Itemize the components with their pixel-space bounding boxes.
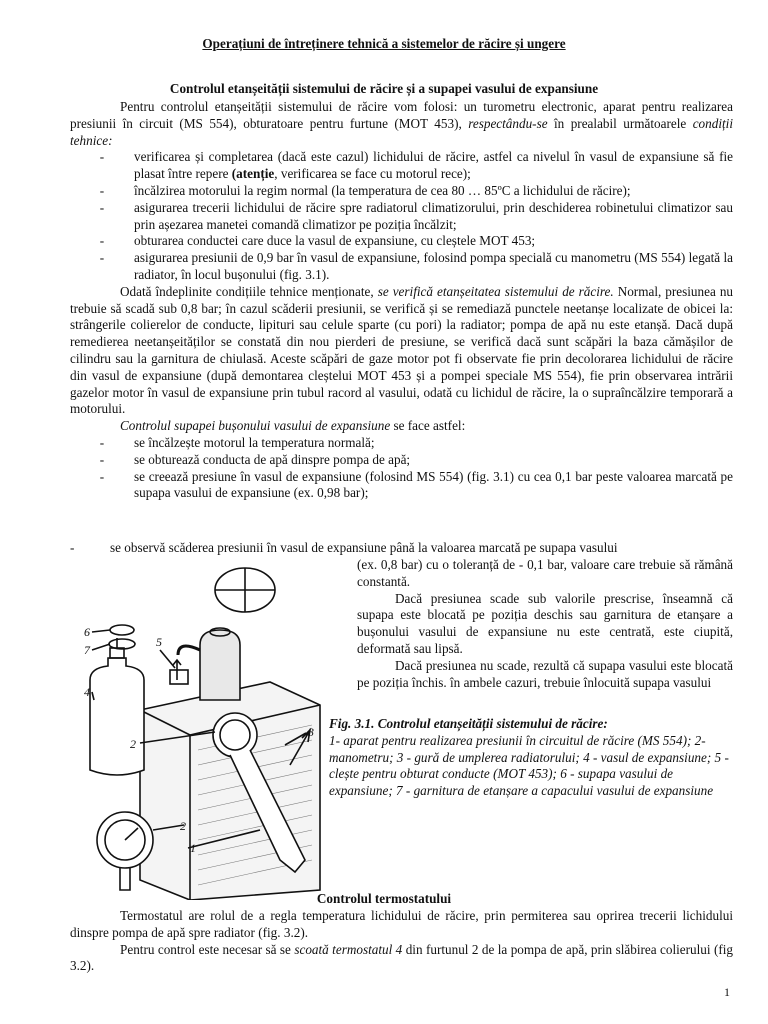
- page-number: 1: [724, 985, 730, 999]
- condition-item: - verificarea și completarea (dacă este cazul) lichidului de răcire, astfel ca nivelul în vasul de expansiune să fie plasat între repere (atenție, verificarea se face cu motorul rece);: [99, 149, 733, 182]
- side-text: (ex. 0,8 bar) cu o toleranță de - 0,1 bar, valoare care trebuie să rămână constantă. Dacă presiunea scade sub valorile prescrise, înseamnă că supapa este blocată pe poziția deschis sau garnitura de etanșare a bușonului vasului de expansiune nu este centrată, este ciupită, deformată sau lipsă. Dacă presiunea nu scade, rezultă că supapa vasului este blocată pe poziția închis. în ambele cazuri, trebuie înlocuită supapa vasului: [357, 557, 733, 690]
- step-item: - se încălzește motorul la temperatura normală;: [99, 434, 375, 450]
- step-item: - se creează presiune în vasul de expansiune (folosind MS 554) (fig. 3.1) cu cea 0,1 bar peste valoarea marcată pe supapa vasului de expansiune (ex. 0,98 bar);: [99, 468, 733, 501]
- fig-label-2b: 2: [180, 819, 186, 833]
- verification-paragraph: Odată îndeplinite condițiile tehnice menționate, se verifică etanșeitatea sistemului de răcire. Normal, presiunea nu trebuie să scadă sub 0,8 bar; în cazul scăderii presiunii, se verifică și se remediază punctele neetanșe localizate de obicei la: strângerile colierelor de conducte, lipituri sau celule sparte (cu pori) la radiator; pompa de apă nu este etanșă. Dacă după remedierea neetanșeităților se constată din nou pierderi de presiune, se verifică dacă sunt scăpări la baza cămășilor de cilindru sau la garnitura de chiulasă. Aceste scăpări de gaze motor pot fi observate fie prin decolorarea lichidului de răcire din vasul de expansiune (după demontarea cleștelui MOT 453 și a pompei speciale MS 554), fie prin observarea intrării gazelor motor în vasul de expansiune prin tubul racord al vasului, odată cu lichidul de răcire, la o supraîncălzire temporară a motorului.: [70, 283, 734, 417]
- fig-label-7: 7: [84, 643, 90, 657]
- condition-item: - asigurarea presiunii de 0,9 bar în vasul de expansiune, folosind pompa specială cu manometru (MS 554) legată la radiator, în locul bușonului (fig. 3.1).: [99, 250, 733, 282]
- figure-3-1-illustration: [80, 560, 350, 900]
- condition-item: - asigurarea trecerii lichidului de răcire spre radiatorul climatizorului, prin deschiderea robinetului climatizor sau prin așezarea manetei comandă climatizor pe poziția încălzit;: [99, 199, 733, 232]
- intro-paragraph: Pentru controlul etanșeității sistemului de răcire vom folosi: un turometru electronic, aparat pentru realizarea presiunii în circuit (MS 554), obturatoare pentru furtune (MOT 453), respectându-se în prealabil următoarele condiții tehnice:: [70, 99, 733, 148]
- section-heading-sealing: Controlul etanșeității sistemului de răcire și a supapei vasului de expansiune: [169, 81, 599, 96]
- fig-label-2: 2: [130, 737, 136, 751]
- section-body: [70, 99, 733, 502]
- fig-label-4: 4: [84, 685, 90, 699]
- condition-item: - încălzirea motorului la regim normal (la temperatura de cea 80 … 85ºC a lichidului de răcire);: [99, 182, 631, 198]
- fig-label-5: 5: [156, 635, 162, 649]
- figure-caption: Fig. 3.1. Controlul etanșeității sistemului de răcire: 1- aparat pentru realizarea presiunii în circuitul de răcire (MS 554); 2-manometru; 3 - gură de umplerea radiatorului; 4 - vasul de expansiune; 5 - clește pentru obturat conducte (MOT 453); 6 - supapa vasului de expansiune; 7 - garnitura de etanșare a capacului vasului de expansiune: [329, 716, 729, 799]
- fig-label-1: 1: [190, 841, 196, 855]
- step-item-last: - se observă scăderea presiunii în vasul de expansiune până la valoarea marcată pe supapa vasului: [70, 540, 618, 555]
- condition-item: - obturarea conductei care duce la vasul de expansiune, cu cleștele MOT 453;: [99, 233, 536, 249]
- section-heading-thermostat: Controlul termostatului: [316, 891, 452, 906]
- page-title: Operațiuni de întreținere tehnică a sistemelor de răcire și ungere: [202, 36, 566, 51]
- step-item: - se obturează conducta de apă dinspre pompa de apă;: [99, 451, 411, 467]
- thermostat-body: Termostatul are rolul de a regla temperatura lichidului de răcire, prin permiterea sau oprirea trecerii lichidului dinspre pompa de apă spre radiator (fig. 3.2). Pentru control este necesar să se scoată termostatul 4 din furtunul 2 de la pompa de apă, prin slăbirea colierului (fig 3.2).: [70, 908, 733, 974]
- thermostat-paragraph-2: Pentru control este necesar să se scoată termostatul 4 din furtunul 2 de la pompa de apă, prin slăbirea colierului (fig 3.2).: [70, 941, 733, 974]
- fig-label-6: 6: [84, 625, 90, 639]
- fig-label-3: 3: [308, 725, 314, 739]
- valve-check-intro: Controlul supapei bușonului vasului de expansiune se face astfel:: [120, 418, 466, 434]
